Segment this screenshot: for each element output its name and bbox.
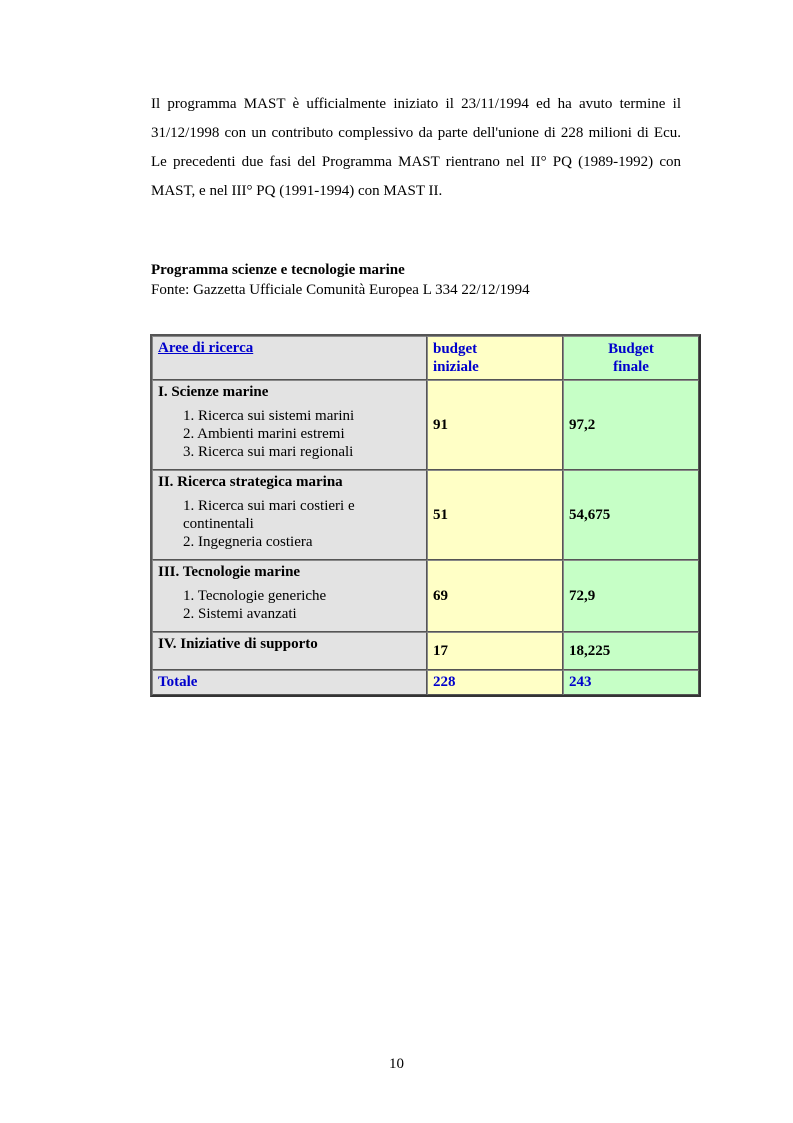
section-title: IV. Iniziative di supporto — [158, 636, 318, 652]
header-initial-cell — [427, 336, 563, 380]
area-cell — [152, 380, 427, 470]
total-final: 243 — [563, 670, 699, 695]
header-initial-line1: budget — [433, 341, 478, 357]
table-header-row — [152, 336, 699, 380]
page-number: 10 — [389, 1056, 404, 1072]
sub-list — [158, 497, 421, 551]
header-initial-line2: iniziale — [433, 359, 479, 375]
header-area-link[interactable]: Aree di ricerca — [158, 340, 254, 356]
section-title: III. Tecnologie marine — [158, 564, 301, 580]
sub-list — [158, 587, 421, 623]
sub-item: 1. Ricerca sui sistemi marini — [183, 408, 355, 424]
table-title: Programma scienze e tecnologie marine — [151, 262, 405, 278]
header-area-cell — [152, 336, 427, 380]
initial-budget-cell: 69 — [427, 560, 563, 632]
header-final-cell — [563, 336, 699, 380]
table-source: Fonte: Gazzetta Ufficiale Comunità Europea L 334 22/12/1994 — [151, 282, 530, 298]
table-row — [152, 470, 699, 560]
section-title: II. Ricerca strategica marina — [158, 474, 343, 490]
area-cell — [152, 470, 427, 560]
sub-list — [158, 407, 421, 461]
area-cell — [152, 632, 427, 670]
table-caption — [151, 260, 711, 300]
final-budget-cell: 97,2 — [563, 380, 699, 470]
initial-budget-cell: 51 — [427, 470, 563, 560]
sub-item: 2. Ingegneria costiera — [183, 534, 313, 550]
intro-paragraph: Il programma MAST è ufficialmente iniziato il 23/11/1994 ed ha avuto termine il 31/12/1998 con un contributo complessivo da parte dell'unione di 228 milioni di Ecu. Le precedenti due fasi del Programma MAST rientrano nel II° PQ (1989-1992) con MAST, e nel III° PQ (1991-1994) con MAST II. — [151, 96, 681, 199]
final-budget-cell: 54,675 — [563, 470, 699, 560]
table-row — [152, 632, 699, 670]
final-budget-cell: 72,9 — [563, 560, 699, 632]
total-initial: 228 — [427, 670, 563, 695]
table-row — [152, 560, 699, 632]
initial-budget-cell: 91 — [427, 380, 563, 470]
initial-budget-cell: 17 — [427, 632, 563, 670]
area-cell — [152, 560, 427, 632]
sub-item: 1. Tecnologie generiche — [183, 588, 327, 604]
sub-item: 2. Ambienti marini estremi — [183, 426, 345, 442]
header-final-line1: Budget — [608, 341, 654, 357]
sub-item: 3. Ricerca sui mari regionali — [183, 444, 354, 460]
final-budget-cell: 18,225 — [563, 632, 699, 670]
sub-item: 2. Sistemi avanzati — [183, 606, 297, 622]
sub-item: 1. Ricerca sui mari costieri e continentali — [183, 498, 355, 532]
total-row — [152, 670, 699, 695]
section-title: I. Scienze marine — [158, 384, 269, 400]
table-row — [152, 380, 699, 470]
total-label: Totale — [152, 670, 427, 695]
header-final-line2: finale — [613, 359, 649, 375]
budget-table — [150, 334, 701, 697]
